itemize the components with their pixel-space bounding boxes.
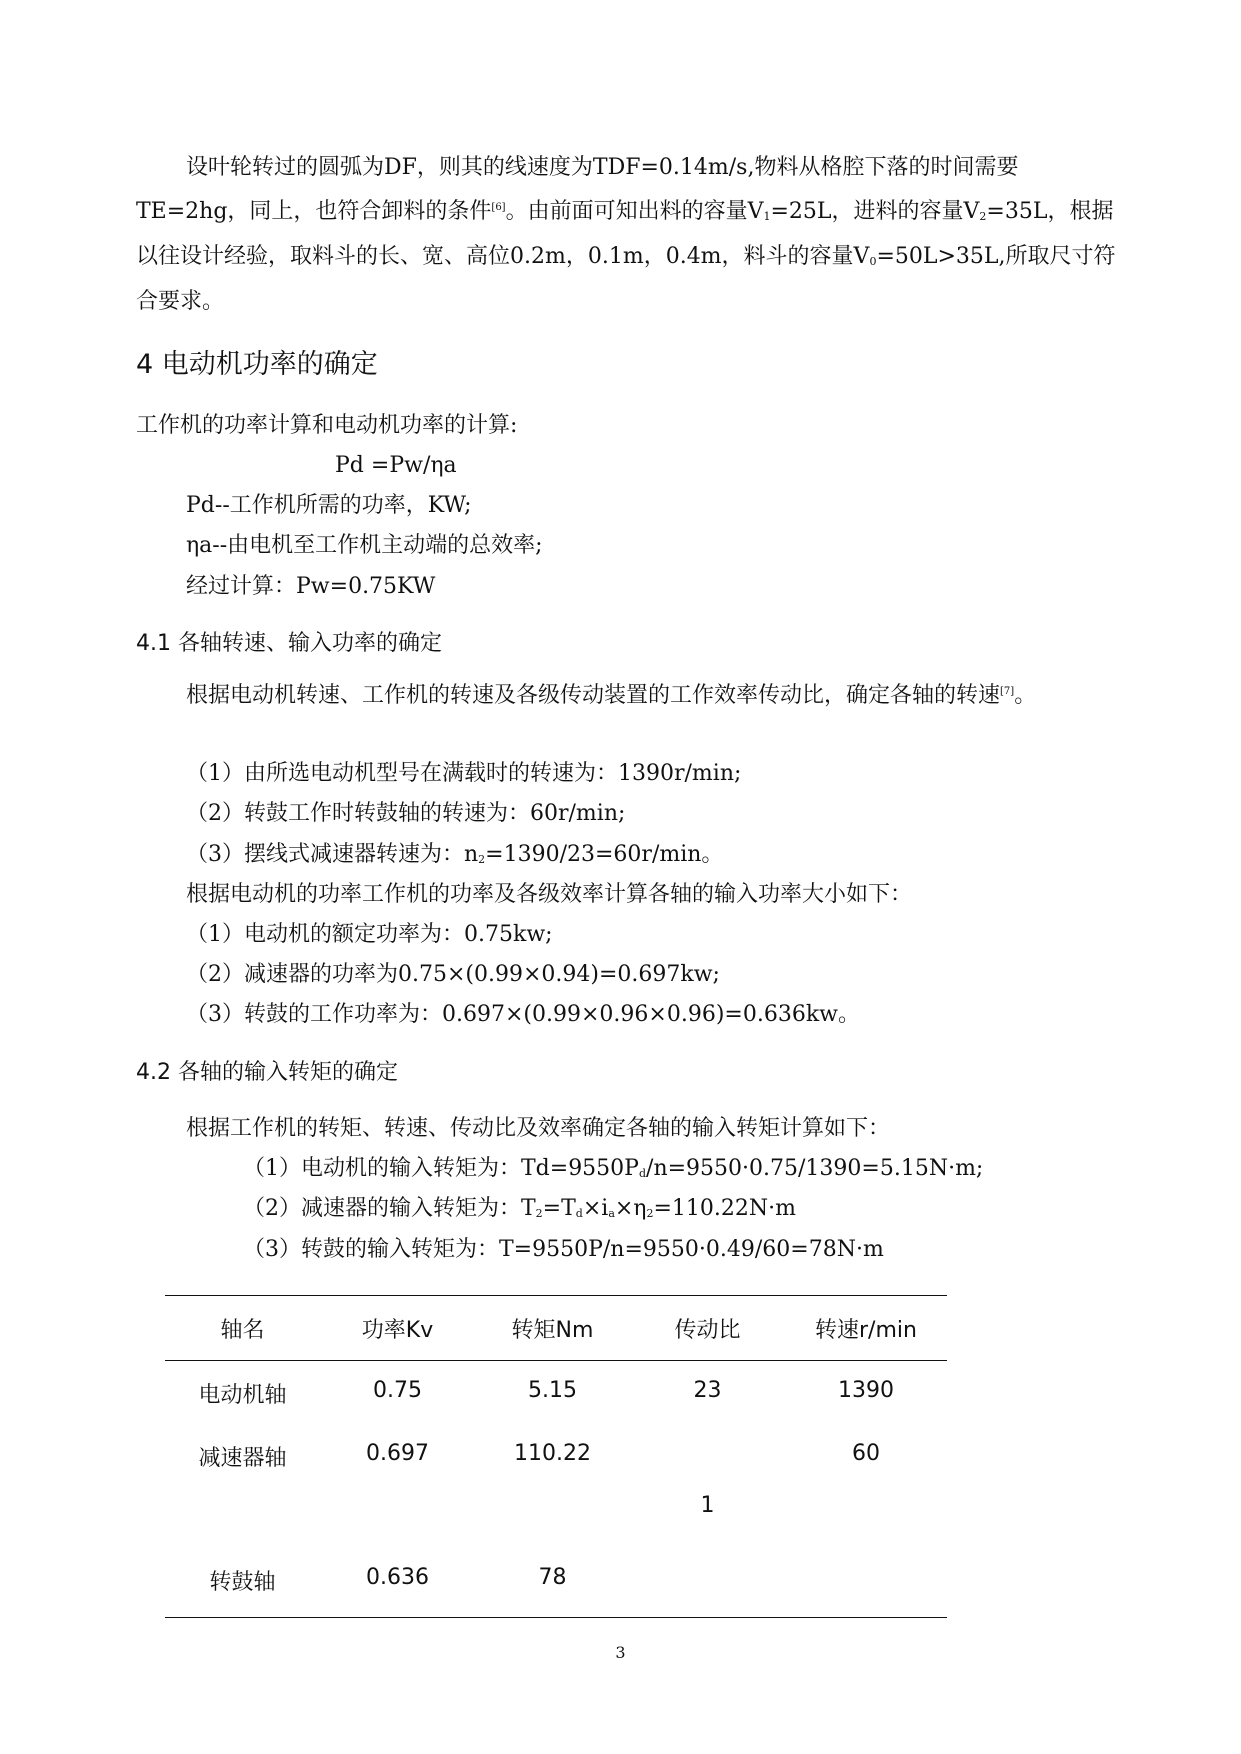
power-item-1: （1）电动机的额定功率为：0.75kw; bbox=[186, 922, 553, 947]
table-cell: 0.697 bbox=[366, 1441, 429, 1466]
paragraph-discharge: 设叶轮转过的圆弧为DF，则其的线速度为TDF=0.14m/s,物料从格腔下落的时间需要TE=2hg，同上，也符合卸料的条件[6]。由前面可知出料的容量$V_1=25L$，进料的容量$V_2=35L$，根据以往设计经验，取料斗的长、宽、高位0.2m，0.1m，0.4m，料斗的容量$V_0=50L>35L$,所取尺寸符合要求。 bbox=[136, 155, 1116, 314]
table-cell: 1390 bbox=[838, 1378, 894, 1403]
table-header-cell: 转速r/min bbox=[815, 1318, 917, 1343]
table-cell: 0.636 bbox=[366, 1565, 429, 1590]
section-heading-4: 4 电动机功率的确定 bbox=[136, 349, 378, 380]
table-cell: 60 bbox=[852, 1441, 880, 1466]
section-heading-4-1: 4.1 各轴转速、输入功率的确定 bbox=[136, 631, 442, 656]
table-cell: 电动机轴 bbox=[198, 1383, 287, 1408]
table-cell: 1 bbox=[700, 1493, 715, 1518]
citation: [7] bbox=[1000, 686, 1015, 697]
torque-intro: 根据工作机的转矩、转速、传动比及效率确定各轴的输入转矩计算如下： bbox=[186, 1116, 891, 1141]
table-cell: 0.75 bbox=[373, 1378, 422, 1403]
table-header-cell: 转矩Nm bbox=[511, 1318, 594, 1343]
speed-item-1: （1）由所选电动机型号在满载时的转速为：1390r/min; bbox=[186, 761, 742, 786]
power-intro: 根据电动机的功率工作机的功率及各级效率计算各轴的输入功率大小如下： bbox=[186, 882, 913, 907]
speed-item-3: （3）摆线式减速器转速为：$n_2=1390/23=60r/\min$。 bbox=[186, 842, 724, 867]
section-heading-4-2: 4.2 各轴的输入转矩的确定 bbox=[136, 1060, 398, 1085]
torque-item-3: （3）转鼓的输入转矩为：T=9550P/n=9550·0.49/60=78N·m bbox=[243, 1237, 884, 1262]
speed-item-2: （2）转鼓工作时转鼓轴的转速为：60r/min; bbox=[186, 801, 626, 826]
table-bottom-rule bbox=[165, 1617, 947, 1618]
table-cell: 转鼓轴 bbox=[209, 1570, 276, 1595]
section41-intro: 根据电动机转速、工作机的转速及各级传动装置的工作效率传动比，确定各轴的转速[7]。 bbox=[186, 683, 1037, 708]
shaft-parameters-table bbox=[165, 1295, 947, 1618]
table-cell: 5.15 bbox=[528, 1378, 577, 1403]
calculation-pw: 经过计算：Pw=0.75KW bbox=[186, 574, 436, 599]
table-cell: 23 bbox=[693, 1378, 722, 1403]
page-number: 3 bbox=[615, 1643, 626, 1662]
table-header-rule bbox=[165, 1360, 947, 1361]
torque-item-1: （1）电动机的输入转矩为：$Td=9550P_d/n=9550\cdot 0.75/1390=5.15N\cdot m$; bbox=[243, 1156, 984, 1181]
formula-pd: Pd =Pw/ηa bbox=[335, 453, 457, 478]
power-item-3: （3）转鼓的工作功率为：0.697×(0.99×0.96×0.96)=0.636kw。 bbox=[186, 1002, 860, 1027]
citation: [6] bbox=[491, 202, 506, 213]
section4-intro: 工作机的功率计算和电动机功率的计算: bbox=[136, 413, 518, 438]
table-header-cell: 功率Kv bbox=[361, 1318, 434, 1343]
definition-pd: Pd--工作机所需的功率，KW; bbox=[186, 493, 472, 518]
definition-eta: ηa--由电机至工作机主动端的总效率; bbox=[186, 533, 543, 558]
table-header-cell: 传动比 bbox=[674, 1318, 741, 1343]
table-header-cell: 轴名 bbox=[220, 1318, 265, 1343]
torque-item-2: （2）减速器的输入转矩为：$T_2=T_d\times i_a\times\eta_2=110.22N\cdot m$ bbox=[243, 1196, 797, 1221]
table-top-rule bbox=[165, 1295, 947, 1296]
power-item-2: （2）减速器的功率为0.75×(0.99×0.94)=0.697kw; bbox=[186, 962, 720, 987]
table-cell: 78 bbox=[538, 1565, 567, 1590]
table-cell: 110.22 bbox=[514, 1441, 591, 1466]
table-cell: 减速器轴 bbox=[198, 1446, 287, 1471]
